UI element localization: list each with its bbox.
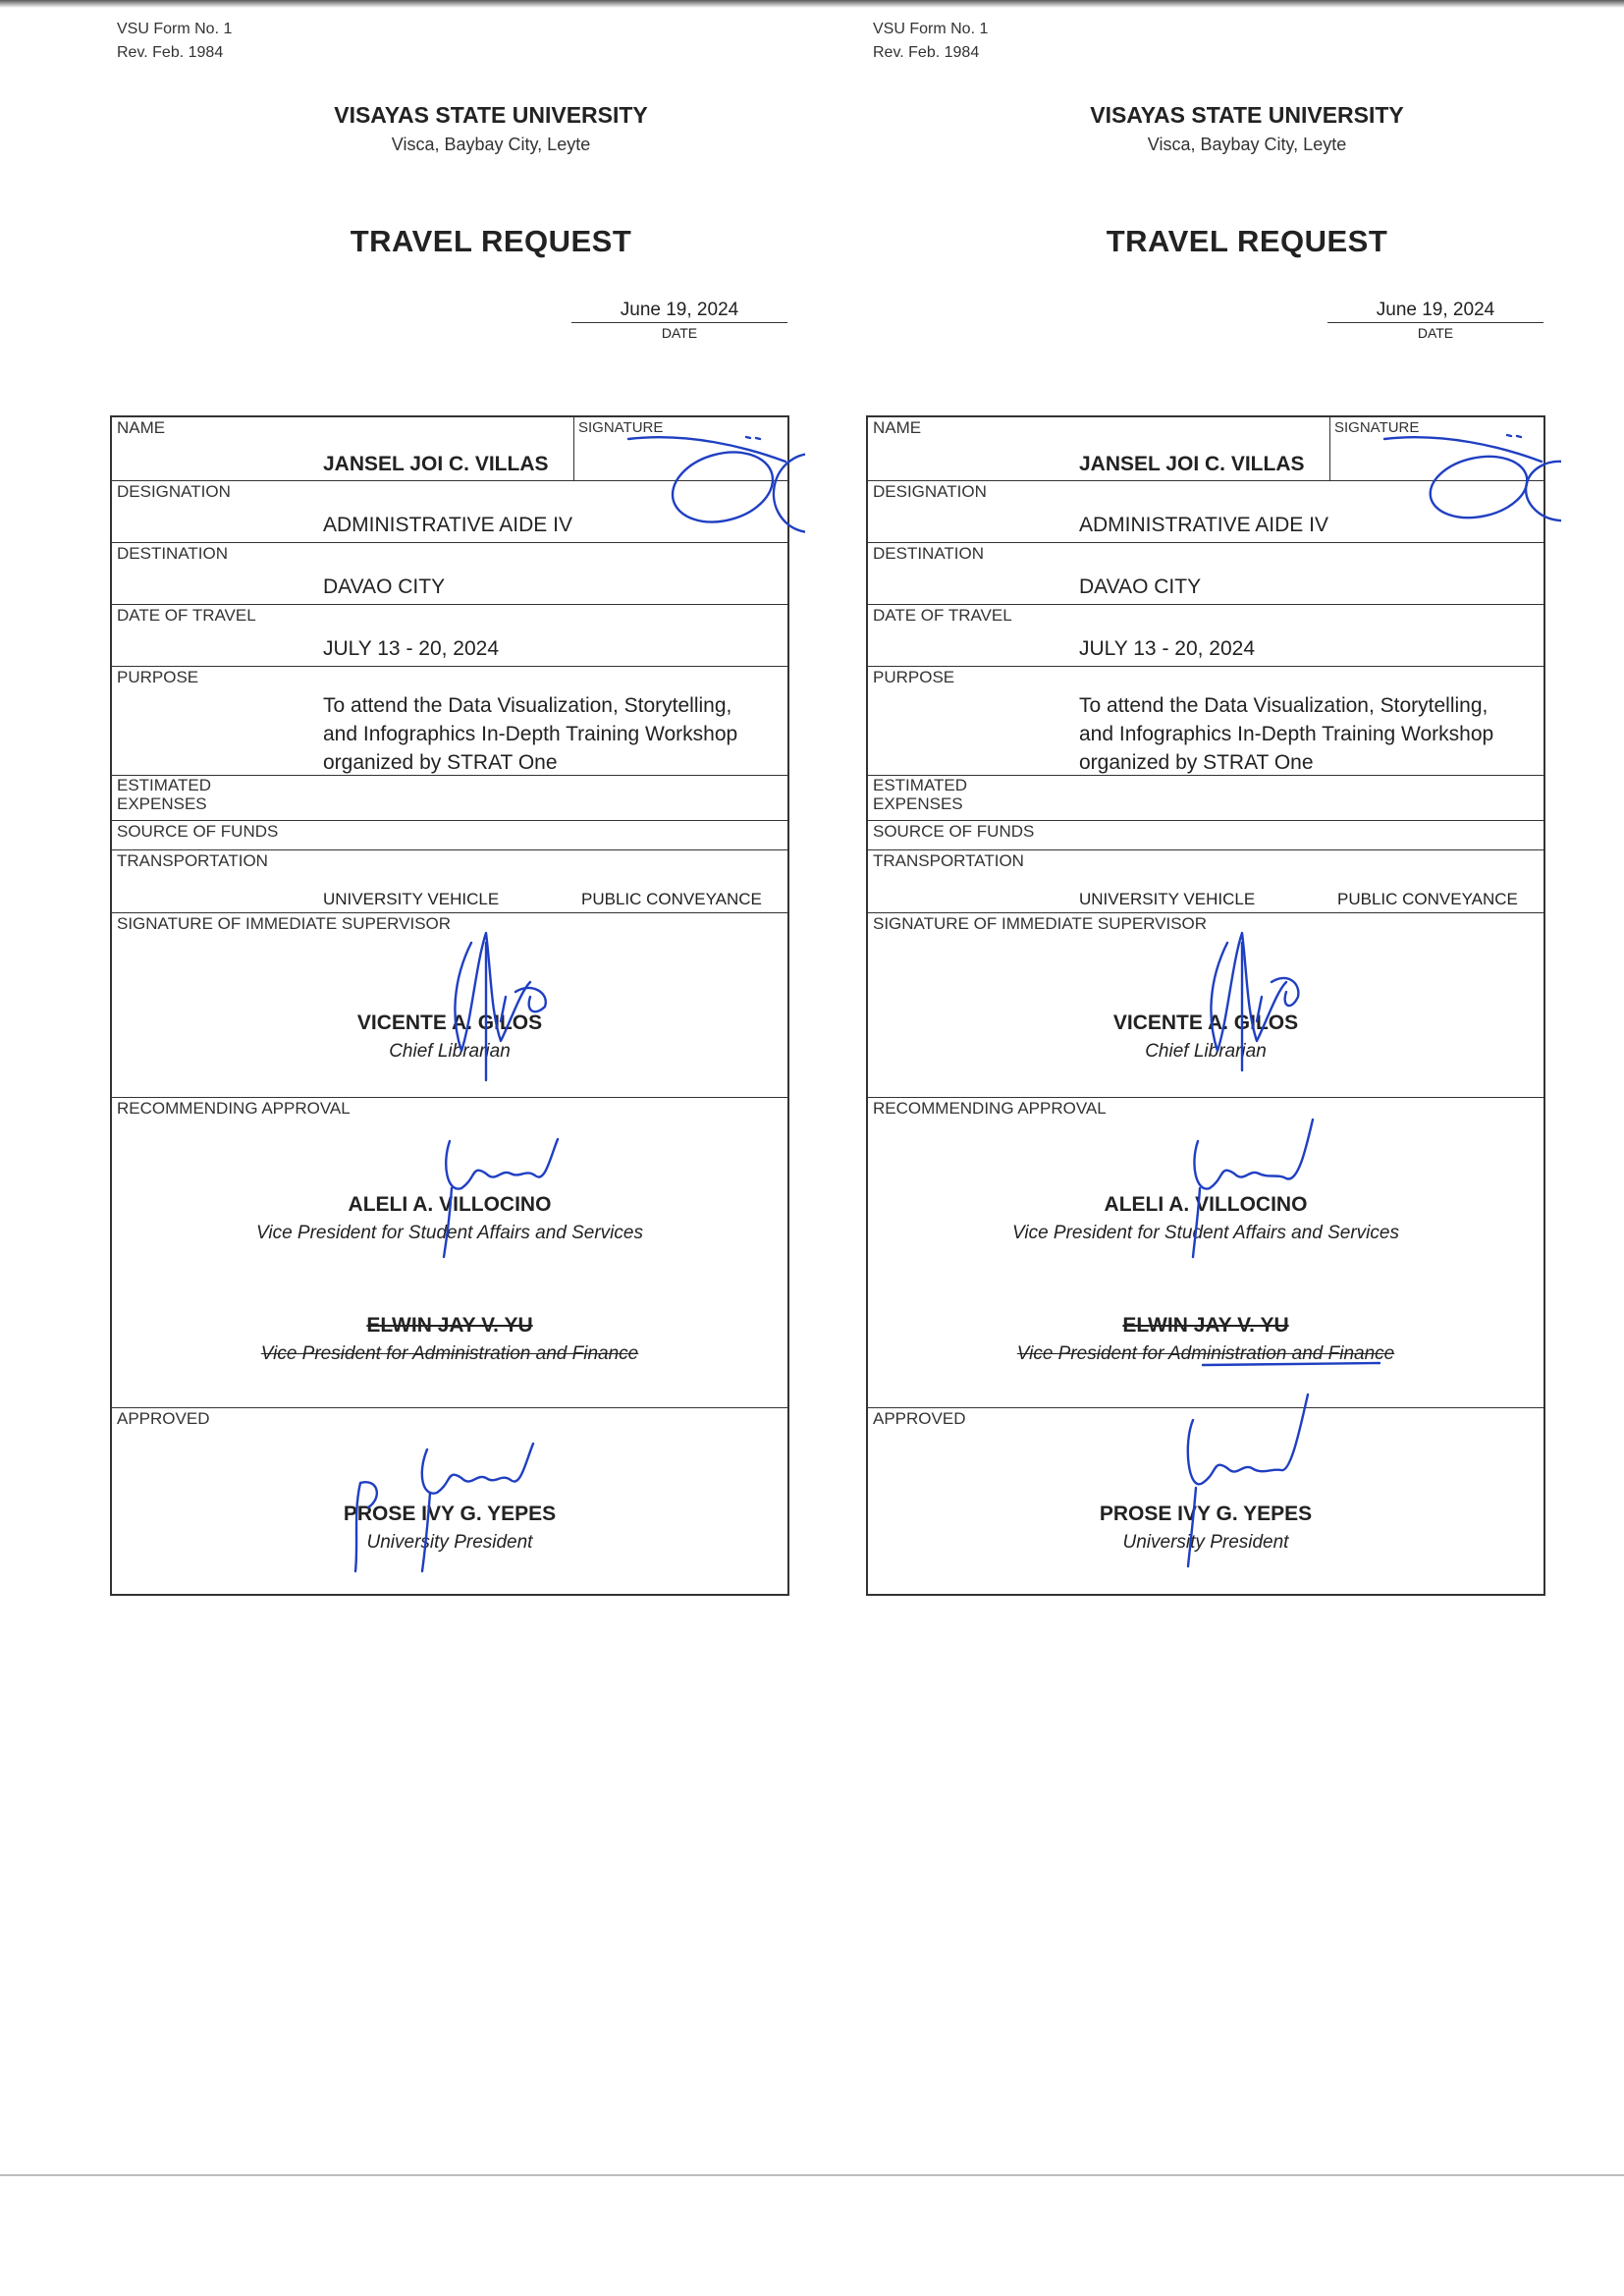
university-address: Visca, Baybay City, Leyte — [1147, 135, 1347, 154]
designation-value: ADMINISTRATIVE AIDE IV — [1079, 514, 1328, 536]
purpose-line: organized by STRAT One — [323, 751, 558, 774]
name-row — [868, 417, 1543, 481]
purpose-value — [323, 691, 737, 777]
designation-label: DESIGNATION — [117, 482, 231, 501]
form-number-block — [117, 18, 232, 65]
date-of-travel-label: DATE OF TRAVEL — [117, 606, 256, 625]
signature-label: SIGNATURE — [578, 419, 664, 436]
recommender-1-name: ALELI A. VILLOCINO — [1104, 1193, 1308, 1216]
supervisor-title: Chief Librarian — [389, 1041, 511, 1062]
signature-label: SIGNATURE — [1334, 419, 1420, 436]
date-of-travel-row — [112, 605, 787, 667]
name-value: JANSEL JOI C. VILLAS — [1079, 453, 1305, 475]
designation-row — [112, 481, 787, 543]
source-of-funds-label: SOURCE OF FUNDS — [117, 822, 279, 841]
estimated-label-line: ESTIMATED — [117, 776, 212, 794]
recommender-2-title: Vice President for Administration and Finance — [1016, 1343, 1395, 1364]
recommending-row — [112, 1098, 787, 1408]
supervisor-name: VICENTE A. GILOS — [356, 1011, 543, 1034]
date-of-travel-row — [868, 605, 1543, 667]
recommending-label: RECOMMENDING APPROVAL — [117, 1099, 351, 1118]
supervisor-label: SIGNATURE OF IMMEDIATE SUPERVISOR — [117, 914, 452, 933]
date-of-travel-value: JULY 13 - 20, 2024 — [323, 637, 500, 660]
supervisor-label: SIGNATURE OF IMMEDIATE SUPERVISOR — [873, 914, 1208, 933]
recommender-1-title: Vice President for Student Affairs and Services — [1012, 1223, 1399, 1243]
destination-value: DAVAO CITY — [1079, 575, 1202, 598]
expenses-label-line: EXPENSES — [873, 794, 963, 813]
approved-row — [868, 1408, 1543, 1593]
purpose-label: PURPOSE — [873, 668, 955, 686]
form-number-block — [873, 18, 988, 65]
destination-label: DESTINATION — [117, 544, 229, 563]
approver-title: University President — [1122, 1532, 1289, 1553]
form-number: VSU Form No. 1 — [873, 21, 989, 37]
purpose-row — [868, 667, 1543, 776]
source-of-funds-row — [868, 821, 1543, 850]
recommender-2-name: ELWIN JAY V. YU — [1122, 1314, 1289, 1337]
travel-request-copy-right — [795, 0, 1561, 1620]
estimated-expenses-row — [868, 776, 1543, 821]
approver-name: PROSE IVY G. YEPES — [1099, 1503, 1313, 1525]
supervisor-row — [112, 913, 787, 1098]
university-address: Visca, Baybay City, Leyte — [391, 135, 591, 154]
source-of-funds-row — [112, 821, 787, 850]
date-label: DATE — [1417, 325, 1454, 341]
source-of-funds-label: SOURCE OF FUNDS — [873, 822, 1035, 841]
destination-row — [112, 543, 787, 605]
supervisor-row — [868, 913, 1543, 1098]
purpose-label: PURPOSE — [117, 668, 199, 686]
estimated-expenses-label — [117, 776, 211, 813]
date-block — [571, 300, 787, 341]
recommending-label: RECOMMENDING APPROVAL — [873, 1099, 1107, 1118]
date-value: June 19, 2024 — [1327, 300, 1543, 323]
transportation-row — [112, 850, 787, 913]
purpose-line: To attend the Data Visualization, Storytelling, — [1079, 694, 1489, 717]
date-of-travel-label: DATE OF TRAVEL — [873, 606, 1012, 625]
signature-cell — [573, 417, 790, 480]
university-name: VISAYAS STATE UNIVERSITY — [1090, 102, 1404, 128]
purpose-line: and Infographics In-Depth Training Workshop — [323, 723, 738, 745]
transport-public-conveyance: PUBLIC CONVEYANCE — [1337, 890, 1518, 908]
transport-university-vehicle: UNIVERSITY VEHICLE — [323, 890, 500, 908]
supervisor-title: Chief Librarian — [1145, 1041, 1267, 1062]
form-title: TRAVEL REQUEST — [350, 224, 632, 258]
destination-value: DAVAO CITY — [323, 575, 446, 598]
expenses-label-line: EXPENSES — [117, 794, 207, 813]
transport-university-vehicle: UNIVERSITY VEHICLE — [1079, 890, 1256, 908]
travel-request-copy-left — [39, 0, 805, 1620]
approved-label: APPROVED — [873, 1409, 966, 1428]
request-form-table — [110, 415, 789, 1596]
recommender-1-title: Vice President for Student Affairs and Services — [256, 1223, 643, 1243]
date-of-travel-value: JULY 13 - 20, 2024 — [1079, 637, 1256, 660]
recommender-2-name: ELWIN JAY V. YU — [366, 1314, 533, 1337]
form-revision: Rev. Feb. 1984 — [117, 44, 224, 61]
destination-label: DESTINATION — [873, 544, 985, 563]
purpose-value — [1079, 691, 1493, 777]
recommender-2-title: Vice President for Administration and Finance — [260, 1343, 639, 1364]
purpose-line: To attend the Data Visualization, Storytelling, — [323, 694, 732, 717]
purpose-line: and Infographics In-Depth Training Workshop — [1079, 723, 1494, 745]
name-value: JANSEL JOI C. VILLAS — [323, 453, 549, 475]
designation-label: DESIGNATION — [873, 482, 987, 501]
transportation-row — [868, 850, 1543, 913]
form-number: VSU Form No. 1 — [117, 21, 233, 37]
estimated-label-line: ESTIMATED — [873, 776, 968, 794]
name-row — [112, 417, 787, 481]
request-form-table — [866, 415, 1545, 1596]
approved-label: APPROVED — [117, 1409, 210, 1428]
purpose-line: organized by STRAT One — [1079, 751, 1314, 774]
purpose-row — [112, 667, 787, 776]
signature-cell — [1329, 417, 1546, 480]
approver-name: PROSE IVY G. YEPES — [343, 1503, 557, 1525]
approved-row — [112, 1408, 787, 1593]
estimated-expenses-label — [873, 776, 967, 813]
transportation-label: TRANSPORTATION — [117, 851, 268, 870]
scan-edge-bottom — [0, 2174, 1624, 2176]
approver-title: University President — [366, 1532, 533, 1553]
form-title: TRAVEL REQUEST — [1106, 224, 1388, 258]
designation-row — [868, 481, 1543, 543]
transportation-label: TRANSPORTATION — [873, 851, 1024, 870]
form-revision: Rev. Feb. 1984 — [873, 44, 980, 61]
estimated-expenses-row — [112, 776, 787, 821]
university-name: VISAYAS STATE UNIVERSITY — [334, 102, 648, 128]
recommending-row — [868, 1098, 1543, 1408]
name-label: NAME — [873, 418, 922, 437]
date-value: June 19, 2024 — [571, 300, 787, 323]
destination-row — [868, 543, 1543, 605]
name-label: NAME — [117, 418, 166, 437]
date-block — [1327, 300, 1543, 341]
date-label: DATE — [661, 325, 698, 341]
transport-public-conveyance: PUBLIC CONVEYANCE — [581, 890, 762, 908]
recommender-1-name: ALELI A. VILLOCINO — [348, 1193, 552, 1216]
supervisor-name: VICENTE A. GILOS — [1112, 1011, 1299, 1034]
designation-value: ADMINISTRATIVE AIDE IV — [323, 514, 572, 536]
